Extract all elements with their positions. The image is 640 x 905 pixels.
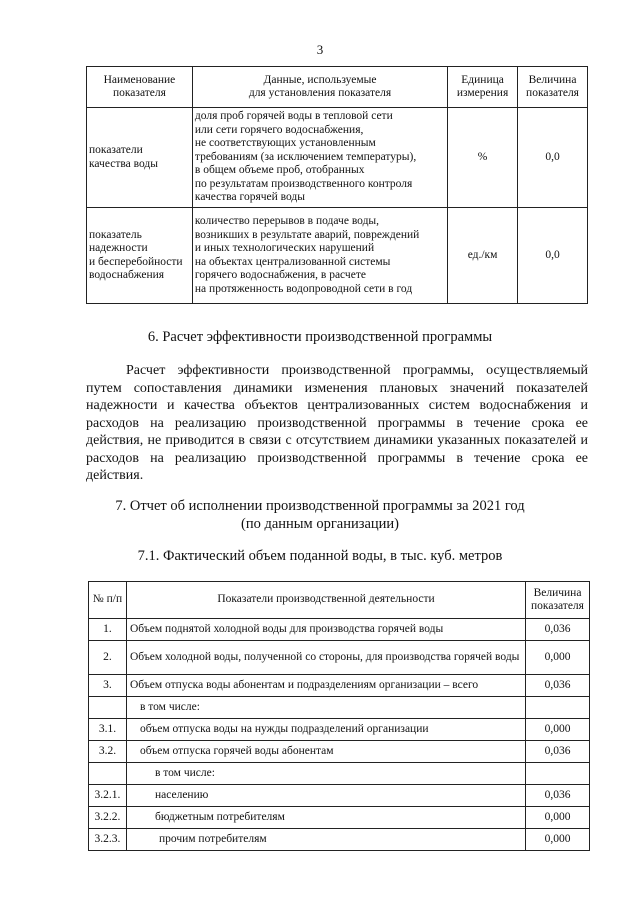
row-unit: % xyxy=(448,108,518,208)
row-value: 0,036 xyxy=(526,785,590,807)
section-6-paragraph: Расчет эффективности производственной программы, осуществляемый путем сопоставления динамики изменения плановых значений показателей надежности и качества объектов централизованных систем водоснабжения и расходов на реализацию производственной программы в течение срока ее действия, не приводится в связи с отсутствием динамики указанных показателей и расходов на реализацию производственной программы в течение срока ее действия. xyxy=(86,363,588,483)
table-header-row xyxy=(87,67,588,108)
row-number: 1. xyxy=(89,619,127,641)
row-label: прочим потребителям xyxy=(126,829,525,851)
row-indicator-data: доля проб горячей воды в тепловой сети или сети горячего водоснабжения, не соответствующих установленным требованиям (за исключением температуры), в общем объеме проб, отобранных по результатам производственного контроля качества горячей воды xyxy=(192,108,447,208)
table-row xyxy=(89,719,590,741)
table-row xyxy=(89,785,590,807)
row-number: 3.2. xyxy=(89,741,127,763)
row-value: 0,0 xyxy=(518,208,588,304)
page-number: 3 xyxy=(316,42,324,57)
row-value: 0,000 xyxy=(526,807,590,829)
row-label: объем отпуска горячей воды абонентам xyxy=(126,741,525,763)
row-label: в том числе: xyxy=(126,763,525,785)
row-number: 3. xyxy=(89,675,127,697)
row-label: объем отпуска воды на нужды подразделений организации xyxy=(126,719,525,741)
row-value: 0,000 xyxy=(526,829,590,851)
row-label: бюджетным потребителям xyxy=(126,807,525,829)
row-value: 0,036 xyxy=(526,675,590,697)
section-7-1-subheading: 7.1. Фактический объем поданной воды, в тыс. куб. метров xyxy=(137,548,503,564)
table-row xyxy=(89,829,590,851)
row-label: Объем холодной воды, полученной со стороны, для производства горячей воды xyxy=(126,641,525,675)
table-row xyxy=(89,697,590,719)
quality-indicators-table xyxy=(86,66,588,304)
row-value: 0,0 xyxy=(518,108,588,208)
section-6-heading: 6. Расчет эффективности производственной программы xyxy=(147,329,493,345)
row-number: 3.2.1. xyxy=(89,785,127,807)
section-7-heading: 7. Отчет об исполнении производственной программы за 2021 год xyxy=(115,498,525,514)
header-indicator-name: Наименование показателя xyxy=(87,67,193,108)
table-row xyxy=(89,619,590,641)
header-row-number: № п/п xyxy=(89,582,127,619)
row-label: в том числе: xyxy=(126,697,525,719)
row-number xyxy=(89,697,127,719)
table-row xyxy=(89,641,590,675)
row-indicator-data: количество перерывов в подаче воды, возникших в результате аварий, повреждений и иных технологических нарушений на объектах централизованной системы горячего водоснабжения, в расчете на протяженность водопроводной сети в год xyxy=(192,208,447,304)
row-value xyxy=(526,763,590,785)
table-header-row xyxy=(89,582,590,619)
row-unit: ед./км xyxy=(448,208,518,304)
section-7-heading-note: (по данным организации) xyxy=(240,516,399,532)
table-row xyxy=(89,675,590,697)
header-indicator: Показатели производственной деятельности xyxy=(126,582,525,619)
row-label: Объем отпуска воды абонентам и подразделениям организации – всего xyxy=(126,675,525,697)
row-label: Объем поднятой холодной воды для производства горячей воды xyxy=(126,619,525,641)
table-row xyxy=(87,108,588,208)
header-indicator-data: Данные, используемые для установления показателя xyxy=(192,67,447,108)
row-value: 0,036 xyxy=(526,619,590,641)
row-label: населению xyxy=(126,785,525,807)
row-number: 2. xyxy=(89,641,127,675)
row-number xyxy=(89,763,127,785)
row-indicator-name: показатель надежности и бесперебойности водоснабжения xyxy=(87,208,193,304)
header-value: Величина показателя xyxy=(518,67,588,108)
water-volume-table xyxy=(88,581,590,851)
row-value: 0,036 xyxy=(526,741,590,763)
table-row xyxy=(89,807,590,829)
row-value: 0,000 xyxy=(526,719,590,741)
table-row xyxy=(89,741,590,763)
header-value: Величина показателя xyxy=(526,582,590,619)
header-unit: Единица измерения xyxy=(448,67,518,108)
row-number: 3.2.3. xyxy=(89,829,127,851)
row-number: 3.1. xyxy=(89,719,127,741)
row-number: 3.2.2. xyxy=(89,807,127,829)
row-value xyxy=(526,697,590,719)
row-indicator-name: показатели качества воды xyxy=(87,108,193,208)
row-value: 0,000 xyxy=(526,641,590,675)
table-row xyxy=(87,208,588,304)
table-row xyxy=(89,763,590,785)
